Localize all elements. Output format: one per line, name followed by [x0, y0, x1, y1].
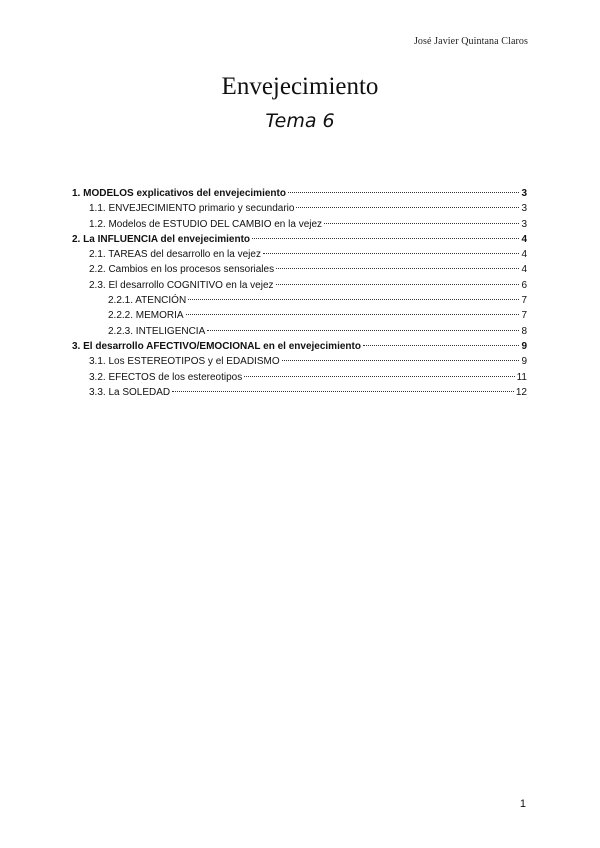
toc-entry-label: 2.3. El desarrollo COGNITIVO en la vejez: [89, 279, 274, 291]
toc-leader-dots: [207, 330, 519, 331]
toc-entry-label: 2.2. Cambios en los procesos sensoriales: [89, 264, 275, 276]
toc-entry-page: 3: [521, 203, 527, 215]
toc-entry-label: 3.3. La SOLEDAD: [89, 386, 171, 398]
toc-leader-dots: [296, 207, 519, 208]
toc-entry-page: 4: [521, 233, 527, 245]
toc-entry-label: 2.2.3. INTELIGENCIA: [108, 325, 206, 337]
document-subtitle: Tema 6: [265, 110, 335, 132]
toc-entry-label: 1. MODELOS explicativos del envejecimiento: [72, 188, 286, 199]
page-number: 1: [519, 798, 526, 810]
toc-entry[interactable]: [72, 370, 527, 385]
toc-entry[interactable]: [72, 339, 527, 354]
header-author: José Javier Quintana Claros: [413, 36, 528, 47]
toc-entry-label: 2.2.2. MEMORIA: [108, 310, 184, 322]
toc-entry-label: 3.2. EFECTOS de los estereotipos: [89, 371, 243, 383]
toc-leader-dots: [363, 345, 519, 346]
toc-entry[interactable]: [72, 217, 527, 232]
toc-entry-label: 3. El desarrollo AFECTIVO/EMOCIONAL en el envejecimiento: [72, 340, 361, 352]
toc-entry[interactable]: [72, 262, 527, 277]
table-of-contents: [72, 186, 527, 400]
toc-entry[interactable]: [72, 354, 527, 369]
toc-leader-dots: [244, 376, 514, 377]
toc-entry[interactable]: [72, 324, 527, 339]
toc-entry[interactable]: [72, 385, 527, 400]
toc-entry-page: 7: [521, 295, 527, 307]
toc-entry-page: 4: [521, 249, 527, 261]
toc-entry[interactable]: [72, 186, 527, 201]
toc-entry-page: 3: [521, 218, 527, 230]
toc-leader-dots: [282, 360, 520, 361]
toc-leader-dots: [172, 391, 514, 392]
toc-leader-dots: [288, 192, 519, 193]
toc-entry-label: 2.2.1. ATENCIÓN: [108, 295, 187, 307]
toc-entry-label: 1.1. ENVEJECIMIENTO primario y secundario: [89, 203, 295, 215]
toc-entry[interactable]: [72, 308, 527, 323]
toc-entry[interactable]: [72, 278, 527, 293]
toc-entry-label: 2.1. TAREAS del desarrollo en la vejez: [89, 249, 261, 261]
toc-leader-dots: [324, 223, 519, 224]
document-title: Envejecimiento: [221, 73, 379, 100]
toc-entry-page: 8: [521, 325, 527, 337]
toc-entry[interactable]: [72, 201, 527, 216]
toc-leader-dots: [276, 284, 520, 285]
toc-entry[interactable]: [72, 232, 527, 247]
toc-entry-page: 9: [521, 356, 527, 368]
toc-entry-page: 3: [521, 188, 527, 199]
toc-leader-dots: [188, 299, 519, 300]
toc-entry-page: 12: [515, 386, 527, 398]
toc-leader-dots: [263, 253, 519, 254]
toc-entry-label: 1.2. Modelos de ESTUDIO DEL CAMBIO en la vejez: [89, 218, 323, 230]
toc-entry-label: 3.1. Los ESTEREOTIPOS y el EDADISMO: [89, 356, 280, 368]
toc-entry-label: 2. La INFLUENCIA del envejecimiento: [72, 233, 251, 245]
toc-entry-page: 4: [521, 264, 527, 276]
toc-entry-page: 6: [521, 279, 527, 291]
toc-leader-dots: [252, 238, 519, 239]
toc-entry-page: 9: [521, 340, 527, 352]
toc-leader-dots: [276, 268, 519, 269]
toc-entry[interactable]: [72, 293, 527, 308]
toc-leader-dots: [186, 314, 520, 315]
toc-entry-page: 11: [516, 371, 527, 383]
toc-entry[interactable]: [72, 247, 527, 262]
toc-entry-page: 7: [521, 310, 527, 322]
